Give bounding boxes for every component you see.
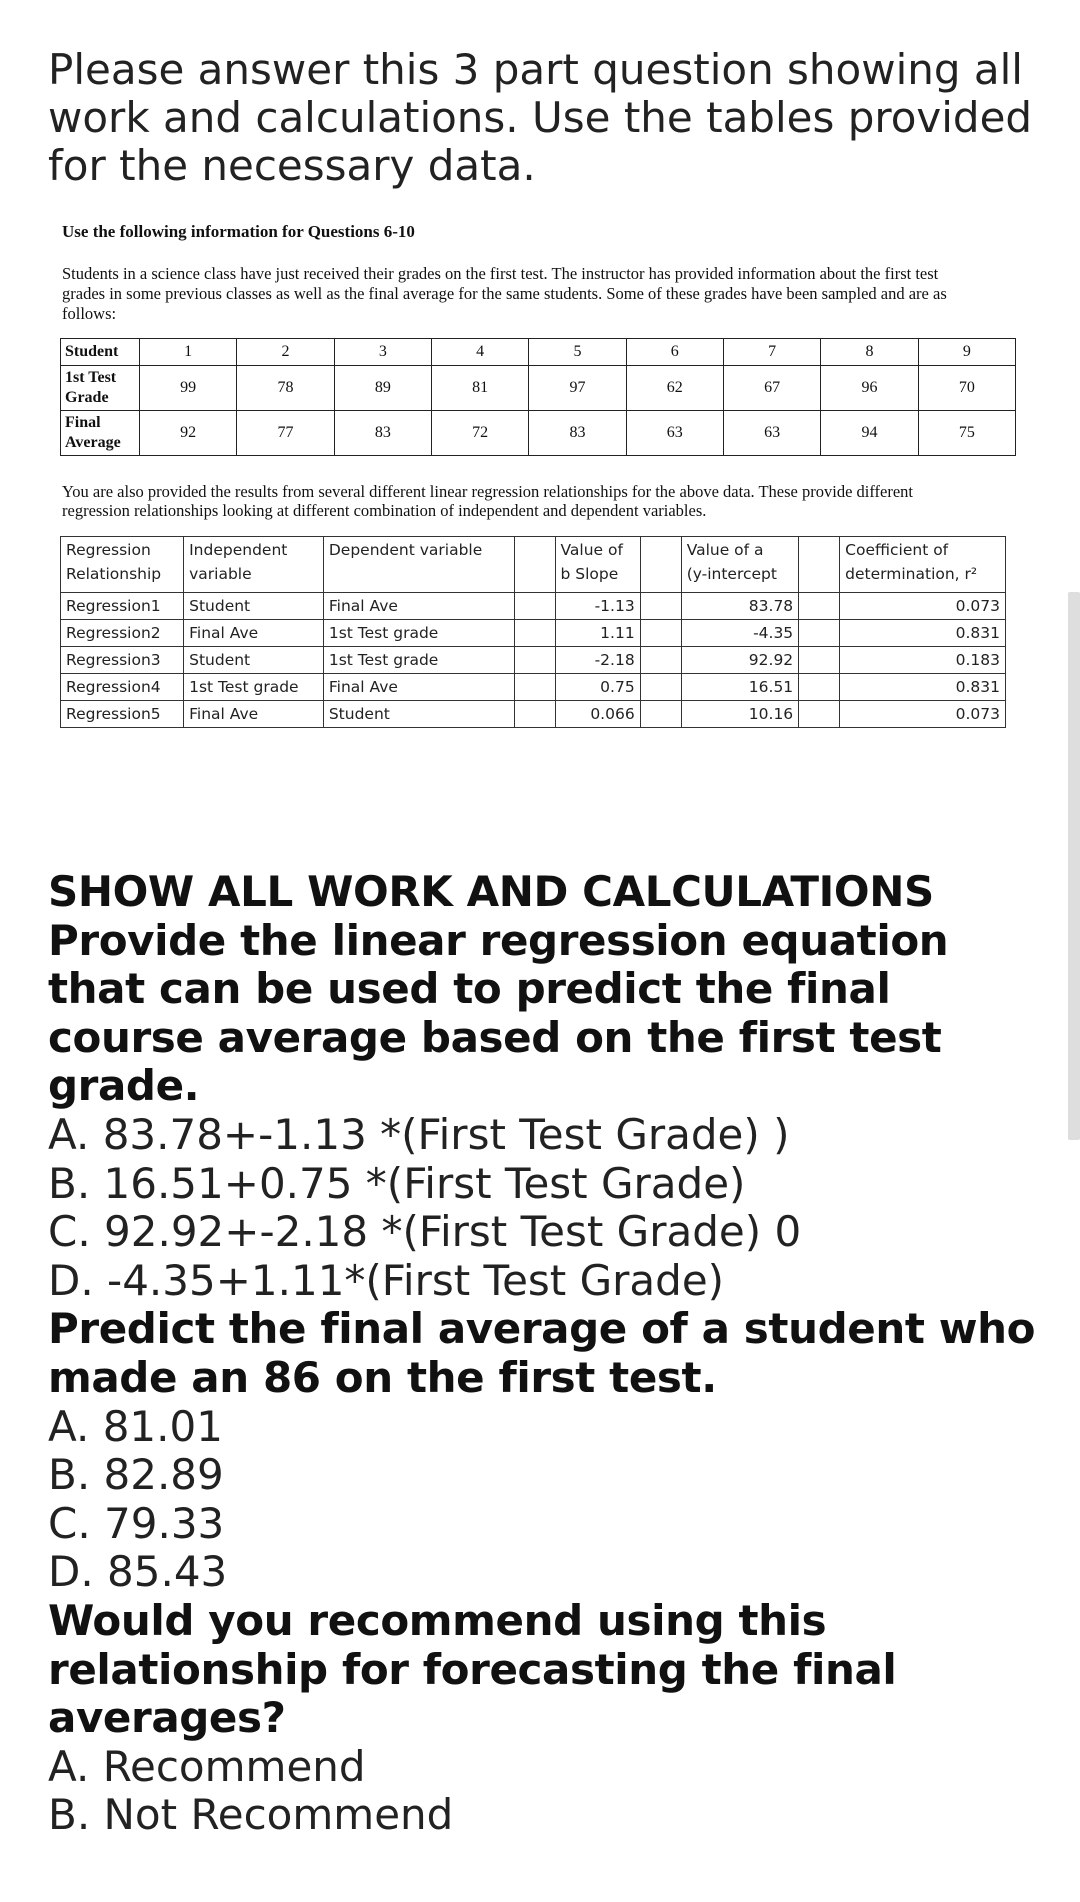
intercept-value: 92.92 bbox=[681, 647, 798, 674]
header-line: (y-intercept bbox=[686, 565, 777, 583]
dependent-var: Final Ave bbox=[323, 593, 514, 620]
blank-cell bbox=[640, 701, 681, 728]
final-avg-cell: 63 bbox=[626, 411, 723, 456]
intercept-value: 83.78 bbox=[681, 593, 798, 620]
doc-paragraph-1: Students in a science class have just received their grades on the first test. The instructor has provided information about the first test grades in some previous classes as well as the final average for the same students. Some of these grades have been sampled and are as follows: bbox=[62, 264, 947, 323]
regression-name: Regression1 bbox=[61, 593, 184, 620]
header-relationship bbox=[61, 537, 184, 593]
dependent-var: Student bbox=[323, 701, 514, 728]
student-cell: 3 bbox=[334, 339, 431, 366]
independent-var: Student bbox=[184, 647, 324, 674]
blank-cell bbox=[799, 593, 840, 620]
question-2-option-c: C. 79.33 bbox=[48, 1498, 225, 1548]
question-3-prompt: Would you recommend using this relationship for forecasting the final averages? bbox=[48, 1595, 897, 1743]
blank-cell bbox=[799, 537, 840, 593]
header-line: Dependent variable bbox=[328, 541, 483, 559]
blank-cell bbox=[640, 537, 681, 593]
question-2-prompt: Predict the final average of a student who made an 86 on the first test. bbox=[48, 1304, 1036, 1402]
question-1-prompt: Provide the linear regression equation that can be used to predict the final course average based on the first test grade. bbox=[48, 915, 949, 1111]
question-2-option-a: A. 81.01 bbox=[48, 1401, 223, 1451]
slope-value: -1.13 bbox=[555, 593, 640, 620]
slope-value: -2.18 bbox=[555, 647, 640, 674]
intro-paragraph: Please answer this 3 part question showing all work and calculations. Use the tables provided for the necessary data. bbox=[48, 45, 1033, 190]
scrollbar-thumb[interactable] bbox=[1068, 592, 1080, 1140]
blank-cell bbox=[799, 620, 840, 647]
first-test-row bbox=[61, 366, 1016, 411]
regression-row bbox=[61, 593, 1006, 620]
final-avg-cell: 94 bbox=[821, 411, 918, 456]
regression-name: Regression4 bbox=[61, 674, 184, 701]
blank-cell bbox=[640, 674, 681, 701]
first-test-cell: 78 bbox=[237, 366, 334, 411]
blank-cell bbox=[514, 674, 555, 701]
blank-cell bbox=[514, 593, 555, 620]
blank-cell bbox=[514, 620, 555, 647]
regression-name: Regression3 bbox=[61, 647, 184, 674]
student-cell: 8 bbox=[821, 339, 918, 366]
row-label-student: Student bbox=[61, 339, 140, 366]
regression-row bbox=[61, 674, 1006, 701]
show-work-heading: SHOW ALL WORK AND CALCULATIONS bbox=[48, 867, 934, 916]
final-avg-cell: 83 bbox=[529, 411, 626, 456]
blank-cell bbox=[799, 647, 840, 674]
regression-name: Regression5 bbox=[61, 701, 184, 728]
independent-var: Final Ave bbox=[184, 701, 324, 728]
regression-table bbox=[60, 536, 1006, 728]
question-document-image bbox=[60, 222, 1020, 728]
r2-value: 0.073 bbox=[840, 593, 1006, 620]
clipped-previous-line bbox=[48, 0, 568, 8]
regression-row bbox=[61, 701, 1006, 728]
student-cell: 6 bbox=[626, 339, 723, 366]
final-average-row bbox=[61, 411, 1016, 456]
slope-value: 1.11 bbox=[555, 620, 640, 647]
first-test-cell: 81 bbox=[431, 366, 528, 411]
header-line: Value of a bbox=[686, 541, 764, 559]
row-label-first-test: 1st Test Grade bbox=[61, 366, 140, 411]
student-cell: 5 bbox=[529, 339, 626, 366]
question-1-option-d: D. -4.35+1.11*(First Test Grade) bbox=[48, 1255, 725, 1305]
student-cell: 2 bbox=[237, 339, 334, 366]
dependent-var: Final Ave bbox=[323, 674, 514, 701]
regression-header-row bbox=[61, 537, 1006, 593]
student-row bbox=[61, 339, 1016, 366]
doc-heading: Use the following information for Questions 6-10 bbox=[62, 222, 415, 241]
final-avg-cell: 83 bbox=[334, 411, 431, 456]
intercept-value: 10.16 bbox=[681, 701, 798, 728]
r2-value: 0.183 bbox=[840, 647, 1006, 674]
header-dependent bbox=[323, 537, 514, 593]
header-r2 bbox=[840, 537, 1006, 593]
final-avg-cell: 63 bbox=[723, 411, 820, 456]
final-avg-cell: 72 bbox=[431, 411, 528, 456]
slope-value: 0.066 bbox=[555, 701, 640, 728]
r2-value: 0.831 bbox=[840, 674, 1006, 701]
independent-var: 1st Test grade bbox=[184, 674, 324, 701]
blank-cell bbox=[799, 674, 840, 701]
header-intercept bbox=[681, 537, 798, 593]
first-test-cell: 89 bbox=[334, 366, 431, 411]
blank-cell bbox=[514, 537, 555, 593]
blank-cell bbox=[514, 647, 555, 674]
question-2-option-b: B. 82.89 bbox=[48, 1450, 224, 1500]
header-line: determination, r² bbox=[845, 565, 978, 583]
first-test-cell: 99 bbox=[140, 366, 237, 411]
question-1-option-b: B. 16.51+0.75 *(First Test Grade) bbox=[48, 1158, 746, 1208]
intro-text bbox=[48, 46, 1038, 190]
header-independent bbox=[184, 537, 324, 593]
question-3-option-a: A. Recommend bbox=[48, 1741, 366, 1791]
header-line: Coefficient of bbox=[845, 541, 949, 559]
doc-paragraph-2: You are also provided the results from several different linear regression relationships for the above data. These provide different regression relationships looking at different combination of independent and dependent variables. bbox=[62, 482, 914, 520]
clipped-text bbox=[48, 0, 60, 8]
final-avg-cell: 92 bbox=[140, 411, 237, 456]
first-test-cell: 67 bbox=[723, 366, 820, 411]
first-test-cell: 97 bbox=[529, 366, 626, 411]
slope-value: 0.75 bbox=[555, 674, 640, 701]
final-avg-cell: 75 bbox=[918, 411, 1015, 456]
grades-table bbox=[60, 338, 1016, 456]
regression-row bbox=[61, 647, 1006, 674]
dependent-var: 1st Test grade bbox=[323, 620, 514, 647]
regression-row bbox=[61, 620, 1006, 647]
final-avg-cell: 77 bbox=[237, 411, 334, 456]
header-line: Regression bbox=[66, 541, 151, 559]
student-cell: 4 bbox=[431, 339, 528, 366]
question-3-option-b: B. Not Recommend bbox=[48, 1790, 454, 1840]
first-test-cell: 62 bbox=[626, 366, 723, 411]
independent-var: Final Ave bbox=[184, 620, 324, 647]
first-test-cell: 70 bbox=[918, 366, 1015, 411]
r2-value: 0.073 bbox=[840, 701, 1006, 728]
intercept-value: -4.35 bbox=[681, 620, 798, 647]
blank-cell bbox=[514, 701, 555, 728]
question-2-option-d: D. 85.43 bbox=[48, 1547, 228, 1597]
independent-var: Student bbox=[184, 593, 324, 620]
header-line: Relationship bbox=[66, 565, 162, 583]
r2-value: 0.831 bbox=[840, 620, 1006, 647]
student-cell: 9 bbox=[918, 339, 1015, 366]
blank-cell bbox=[640, 647, 681, 674]
intercept-value: 16.51 bbox=[681, 674, 798, 701]
student-cell: 7 bbox=[723, 339, 820, 366]
regression-name: Regression2 bbox=[61, 620, 184, 647]
header-line: Independent bbox=[189, 541, 288, 559]
question-1-option-a: A. 83.78+-1.13 *(First Test Grade) ) bbox=[48, 1109, 790, 1159]
questions-section bbox=[48, 868, 1048, 1840]
blank-cell bbox=[640, 620, 681, 647]
header-line: b Slope bbox=[560, 565, 619, 583]
row-label-final-average: Final Average bbox=[61, 411, 140, 456]
blank-cell bbox=[640, 593, 681, 620]
student-cell: 1 bbox=[140, 339, 237, 366]
first-test-cell: 96 bbox=[821, 366, 918, 411]
blank-cell bbox=[799, 701, 840, 728]
question-1-option-c: C. 92.92+-2.18 *(First Test Grade) 0 bbox=[48, 1207, 802, 1257]
header-line: variable bbox=[189, 565, 252, 583]
header-slope bbox=[555, 537, 640, 593]
dependent-var: 1st Test grade bbox=[323, 647, 514, 674]
header-line: Value of bbox=[560, 541, 623, 559]
